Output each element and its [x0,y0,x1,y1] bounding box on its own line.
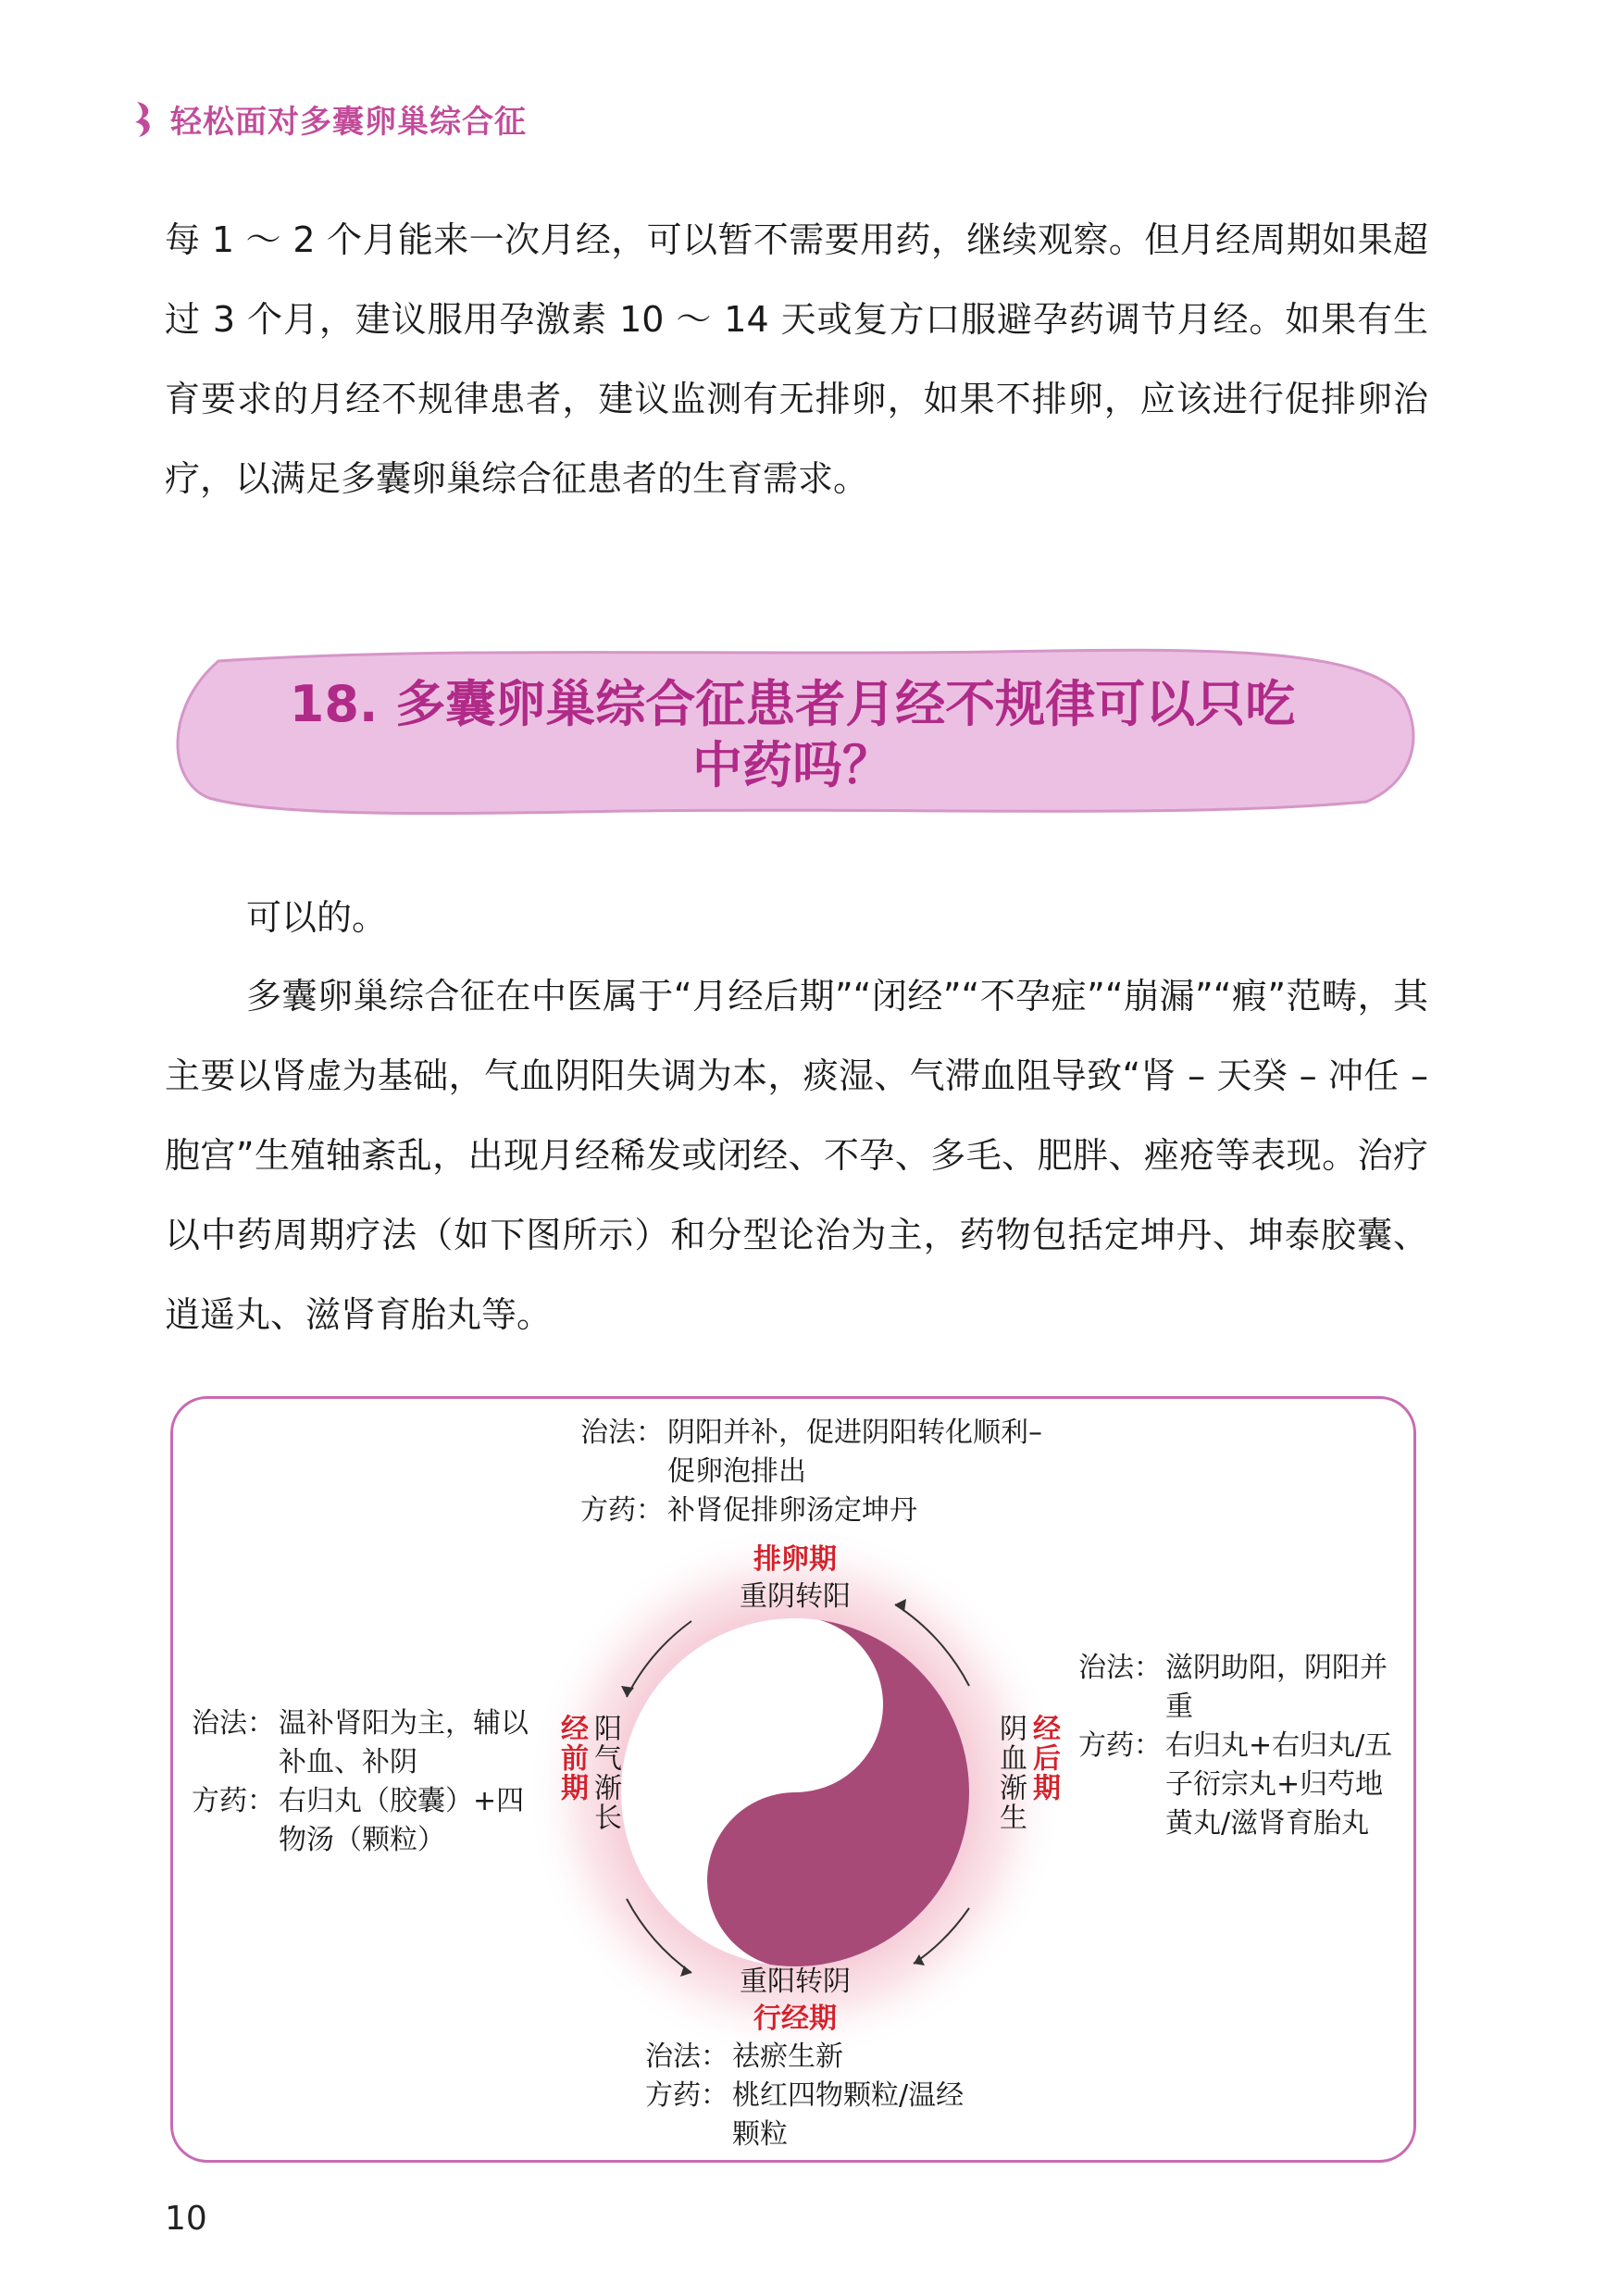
rx-text: 右归丸（胶囊）+四物汤（颗粒） [279,1785,525,1856]
page-number: 10 [165,2200,207,2238]
book-title: 轻松面对多囊卵巢综合征 [170,103,527,141]
question-banner [163,643,1422,818]
question-line-1: 18. 多囊卵巢综合征患者月经不规律可以只吃 [289,675,1296,733]
phase-post-menstrual [993,1714,1027,1871]
intro-paragraph: 每 1 ～ 2 个月能来一次月经，可以暂不需要用药，继续观察。但月经周期如果超过 3 个月，建议服用孕激素 10 ～ 14 天或复方口服避孕药调节月经。如果有生育要求的月经不规律患者，建议监测有无排卵，如果不排卵，应该进行促排卵治疗，以满足多囊卵巢综合征患者的生育需求。 [165,219,1428,499]
yin-yang-symbol [619,1616,971,1968]
phase-sub: 重阴转阳 [740,1580,851,1613]
rx-text: 右归丸+右归丸/五子衍宗丸+归芍地黄丸/滋肾育胎丸 [1165,1729,1393,1840]
question-line-2: 中药吗？ [692,736,892,794]
method-text: 祛瘀生新 [732,2040,843,2073]
note-ovulation [580,1414,1062,1530]
method-label: 治法： [192,1707,275,1740]
rx-text: 补肾促排卵汤定坤丹 [667,1494,917,1527]
rx-label: 方药： [192,1785,275,1817]
phase-sub: 阴血渐生 [994,1714,1027,1832]
leaf-logo-icon [130,98,157,139]
note-pre-menstrual [192,1704,534,1860]
cycle-therapy-diagram [170,1396,1416,2163]
method-text: 阴阳并补，促进阴阳转化顺利–促卵泡排出 [667,1416,1042,1488]
rx-label: 方药： [580,1494,664,1527]
rx-label: 方药： [1078,1729,1162,1762]
phase-name: 行经期 [753,2003,837,2035]
phase-name: 排卵期 [753,1543,837,1576]
note-post-menstrual [1078,1649,1402,1843]
body-paragraph: 多囊卵巢综合征在中医属于“月经后期”“闭经”“不孕症”“崩漏”“瘕”范畴，其主要以肾虚为基础，气血阴阳失调为本，痰湿、气滞血阻导致“肾 – 天癸 – 冲任 – 胞宫”生殖轴紊乱，出现月经稀发或闭经、不孕、多毛、肥胖、痤疮等表现。治疗以中药周期疗法（如下图所示）和分型论治为主，药物包括定坤丹、坤泰胶囊、逍遥丸、滋肾育胎丸等。 [165,976,1428,1335]
phase-name: 经后期 [1027,1714,1060,1803]
phase-pre-menstrual-name [554,1714,588,1871]
rx-label: 方药： [645,2079,728,2112]
phase-pre-menstrual [588,1714,621,1871]
method-text: 滋阴助阳，阴阳并重 [1165,1652,1388,1723]
phase-name: 经前期 [555,1714,588,1803]
phase-menstrual [703,1964,888,2038]
answer-text: 可以的。 [246,897,388,938]
rx-text: 桃红四物颗粒/温经颗粒 [732,2079,965,2151]
question-title [163,674,1422,796]
method-text: 温补肾阳为主，辅以补血、补阴 [279,1707,529,1778]
phase-post-menstrual-name [1027,1714,1060,1871]
phase-sub: 重阳转阴 [740,1965,851,1998]
phase-sub: 阳气渐长 [589,1714,621,1832]
note-menstrual [645,2038,978,2154]
running-header [130,91,527,146]
phase-ovulation [703,1541,888,1616]
method-label: 治法： [645,2040,728,2073]
method-label: 治法： [580,1416,664,1449]
method-label: 治法： [1078,1652,1162,1684]
